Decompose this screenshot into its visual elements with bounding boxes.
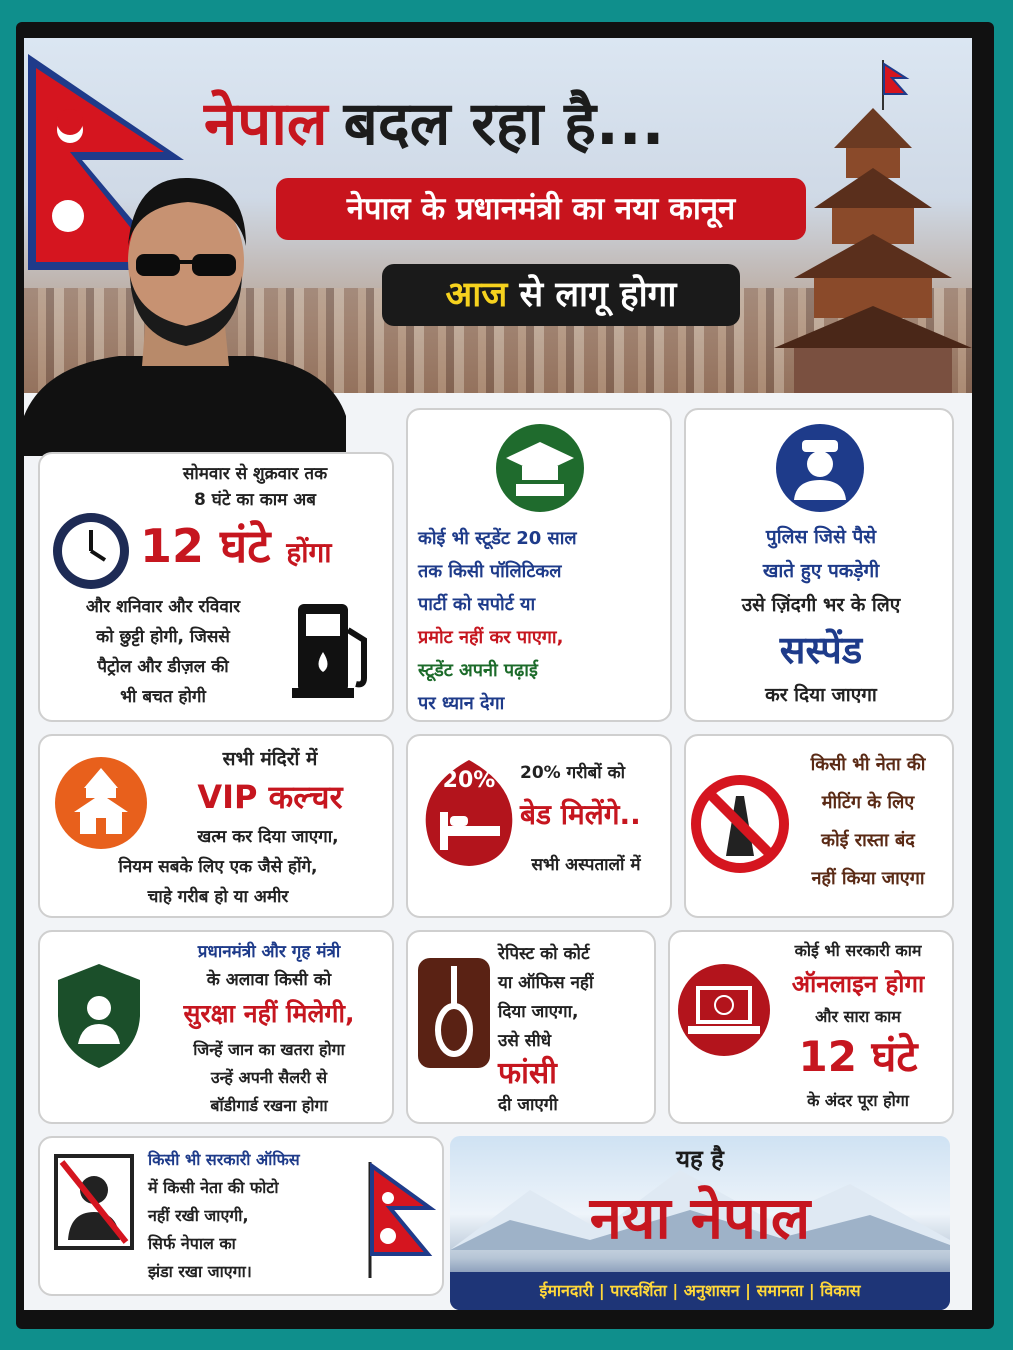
- no-road-block-icon: [690, 774, 790, 874]
- noose-icon: [418, 958, 490, 1068]
- online-big-text: ऑनलाइन होगा: [791, 970, 925, 998]
- card-police-body: [692, 520, 950, 712]
- card-beds-tail: सभी अस्पतालों में: [531, 855, 641, 875]
- text-line: और शनिवार और रविवार: [85, 597, 241, 617]
- card-security-line1: प्रधानमंत्री और गृह मंत्री: [197, 942, 341, 962]
- card-online-line1: कोई भी सरकारी काम: [794, 941, 922, 960]
- text-line: स्टूडेंट अपनी पढ़ाई: [418, 660, 538, 681]
- card-security-body: [148, 1036, 390, 1120]
- new-nepal-banner: [450, 1136, 950, 1310]
- beds-big-text: बेड मिलेंगे..: [520, 798, 641, 831]
- laptop-globe-icon: [676, 962, 772, 1058]
- text-line: किसी भी नेता की: [810, 754, 926, 775]
- small-flag-icon: [880, 60, 910, 110]
- text-line: उसे ज़िंदगी भर के लिए: [741, 594, 901, 616]
- vip-culture-text: VIP कल्चर: [197, 778, 343, 816]
- text-line: उन्हें अपनी सैलरी से: [210, 1068, 328, 1087]
- subtitle-banner: नेपाल के प्रधानमंत्री का नया कानून: [276, 178, 806, 240]
- card-students-body: [418, 522, 664, 720]
- title-dark: बदल रहा है...: [343, 89, 665, 159]
- card-photo: [38, 1136, 444, 1296]
- card-beds: [406, 734, 672, 918]
- text-line: किसी भी सरकारी ऑफिस: [148, 1150, 300, 1169]
- badge-white: से लागू होगा: [519, 275, 677, 315]
- card-security: [38, 930, 394, 1124]
- card-online-line2: और सारा काम: [815, 1007, 901, 1026]
- text-line: पार्टी को सपोर्ट या: [418, 594, 536, 615]
- no-photo-icon: [54, 1154, 134, 1250]
- card-roads-body: [786, 746, 950, 898]
- card-temples-body: [46, 822, 390, 912]
- title-red: नेपाल: [204, 89, 328, 159]
- text-line: कोई भी स्टूडेंट 20 साल: [418, 528, 577, 549]
- text-line: झंडा रखा जाएगा।: [148, 1262, 252, 1281]
- footer-values: ईमानदारी | पारदर्शिता | अनुशासन | समानता | विकास: [539, 1281, 861, 1300]
- text-line: जिन्हें जान का खतरा होगा: [193, 1040, 345, 1059]
- card-workhours-big: [140, 516, 390, 576]
- card-rapist: [406, 930, 656, 1124]
- text-line: नियम सबके लिए एक जैसे होंगे,: [118, 857, 318, 877]
- card-beds-line1: 20% गरीबों को: [520, 763, 626, 783]
- footer-values-bar: [450, 1272, 950, 1310]
- card-security-line2: के अलावा किसी को: [206, 970, 332, 990]
- text-line: खत्म कर दिया जाएगा,: [197, 827, 339, 847]
- text-line: बॉडीगार्ड रखना होगा: [210, 1096, 328, 1115]
- text-line: खाते हुए पकड़ेगी: [762, 560, 880, 582]
- prime-minister-photo: [24, 166, 346, 456]
- text-line: कोई रास्ता बंद: [821, 830, 915, 851]
- nepal-flag-icon: [366, 1162, 436, 1278]
- fuel-pump-icon: [292, 600, 380, 700]
- text-line: तक किसी पॉलिटिकल: [418, 561, 562, 582]
- suspend-text: सस्पेंड: [779, 628, 863, 672]
- card-temples: [38, 734, 394, 918]
- security-shield-icon: [52, 960, 146, 1070]
- card-workhours-line2: 8 घंटे का काम अब: [194, 490, 316, 510]
- main-title: [204, 84, 844, 164]
- card-workhours: [38, 452, 394, 722]
- text-line: प्रमोट नहीं कर पाएगा,: [418, 627, 564, 648]
- card-roads: [684, 734, 954, 918]
- effective-badge: [382, 264, 740, 326]
- text-line: नहीं किया जाएगा: [811, 868, 925, 889]
- card-police: [684, 408, 954, 722]
- card-photo-body: [148, 1146, 364, 1286]
- card-workhours-body: [48, 592, 278, 712]
- police-officer-icon: [774, 422, 866, 514]
- no-security-text: सुरक्षा नहीं मिलेगी,: [183, 999, 355, 1028]
- text-line: चाहे गरीब हो या अमीर: [147, 887, 289, 907]
- percent-label: 20%: [442, 768, 496, 793]
- card-students: [406, 408, 672, 722]
- graduation-cap-icon: [494, 422, 586, 514]
- text-line: उसे सीधे: [498, 1031, 552, 1051]
- card-temples-line1: सभी मंदिरों में: [222, 748, 318, 770]
- footer-pre: यह है: [676, 1145, 724, 1173]
- clock-icon: [50, 510, 132, 592]
- text-line: को छुट्टी होगी, जिससे: [96, 627, 230, 647]
- text-line: भी बचत होगी: [120, 687, 206, 707]
- text-line: रेपिस्ट को कोर्ट: [498, 944, 590, 964]
- card-online: [668, 930, 954, 1124]
- text-line: दी जाएगी: [498, 1095, 558, 1115]
- text-line: सिर्फ नेपाल का: [148, 1234, 236, 1253]
- big-hours: 12 घंटे: [140, 519, 271, 573]
- card-workhours-line1: सोमवार से शुक्रवार तक: [182, 464, 328, 484]
- text-line: पर ध्यान देगा: [418, 693, 505, 714]
- text-line: दिया जाएगा,: [498, 1002, 579, 1022]
- text-line: में किसी नेता की फोटो: [148, 1178, 279, 1197]
- text-line: मीटिंग के लिए: [821, 792, 915, 813]
- text-line: या ऑफिस नहीं: [498, 973, 594, 993]
- text-line: पुलिस जिसे पैसे: [765, 526, 877, 548]
- new-nepal-title: नया नेपाल: [589, 1184, 811, 1252]
- text-line: पैट्रोल और डीज़ल की: [97, 657, 229, 677]
- big-hours-suffix: होंगा: [286, 536, 332, 569]
- text-line: नहीं रखी जाएगी,: [148, 1206, 249, 1225]
- poster: [24, 38, 972, 1310]
- text-line: कर दिया जाएगा: [765, 684, 877, 706]
- card-online-tail: के अंदर पूरा होगा: [807, 1091, 909, 1110]
- card-rapist-body: [498, 940, 652, 1119]
- badge-yellow: आज: [445, 275, 508, 315]
- hanging-text: फांसी: [498, 1056, 557, 1091]
- online-hours-text: 12 घंटे: [798, 1032, 918, 1081]
